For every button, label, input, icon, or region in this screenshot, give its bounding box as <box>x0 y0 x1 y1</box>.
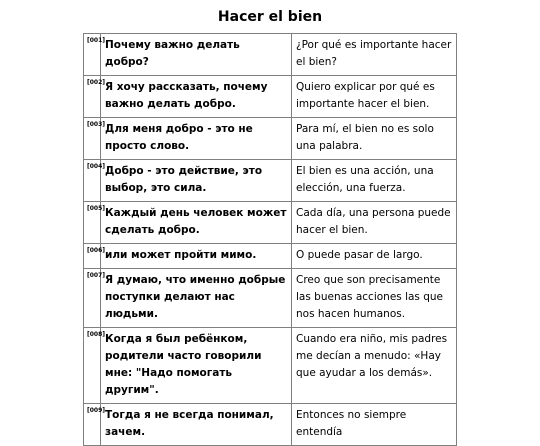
row-number: [001] <box>84 34 101 76</box>
bilingual-table <box>83 33 457 446</box>
row-number: [005] <box>84 202 101 244</box>
spanish-text: Cuando era niño, mis padres me decían a menudo: «Hay que ayudar a los demás». <box>292 328 457 404</box>
russian-text: Почему важно делать добро? <box>101 34 292 76</box>
table-row <box>84 202 457 244</box>
table-row <box>84 328 457 404</box>
row-number: [003] <box>84 118 101 160</box>
table-row <box>84 244 457 269</box>
russian-text: Когда я был ребёнком, родители часто говорили мне: "Надо помогать другим". <box>101 328 292 404</box>
row-number: [009] <box>84 404 101 446</box>
russian-text: Добро - это действие, это выбор, это сила. <box>101 160 292 202</box>
table-row <box>84 34 457 76</box>
spanish-text: Quiero explicar por qué es importante hacer el bien. <box>292 76 457 118</box>
spanish-text: Entonces no siempre entendía <box>292 404 457 446</box>
spanish-text: Creo que son precisamente las buenas acciones las que nos hacen humanos. <box>292 269 457 328</box>
row-number: [006] <box>84 244 101 269</box>
table-row <box>84 118 457 160</box>
russian-text: Я хочу рассказать, почему важно делать добро. <box>101 76 292 118</box>
row-number: [007] <box>84 269 101 328</box>
spanish-text: El bien es una acción, una elección, una fuerza. <box>292 160 457 202</box>
russian-text: Каждый день человек может сделать добро. <box>101 202 292 244</box>
russian-text: или может пройти мимо. <box>101 244 292 269</box>
table-row <box>84 160 457 202</box>
russian-text: Для меня добро - это не просто слово. <box>101 118 292 160</box>
table-row <box>84 76 457 118</box>
russian-text: Я думаю, что именно добрые поступки делают нас людьми. <box>101 269 292 328</box>
spanish-text: O puede pasar de largo. <box>292 244 457 269</box>
table-row <box>84 269 457 328</box>
table-row <box>84 404 457 446</box>
row-number: [002] <box>84 76 101 118</box>
spanish-text: ¿Por qué es importante hacer el bien? <box>292 34 457 76</box>
russian-text: Тогда я не всегда понимал, зачем. <box>101 404 292 446</box>
row-number: [004] <box>84 160 101 202</box>
row-number: [008] <box>84 328 101 404</box>
spanish-text: Para mí, el bien no es solo una palabra. <box>292 118 457 160</box>
spanish-text: Cada día, una persona puede hacer el bien. <box>292 202 457 244</box>
page-title: Hacer el bien <box>217 9 323 25</box>
